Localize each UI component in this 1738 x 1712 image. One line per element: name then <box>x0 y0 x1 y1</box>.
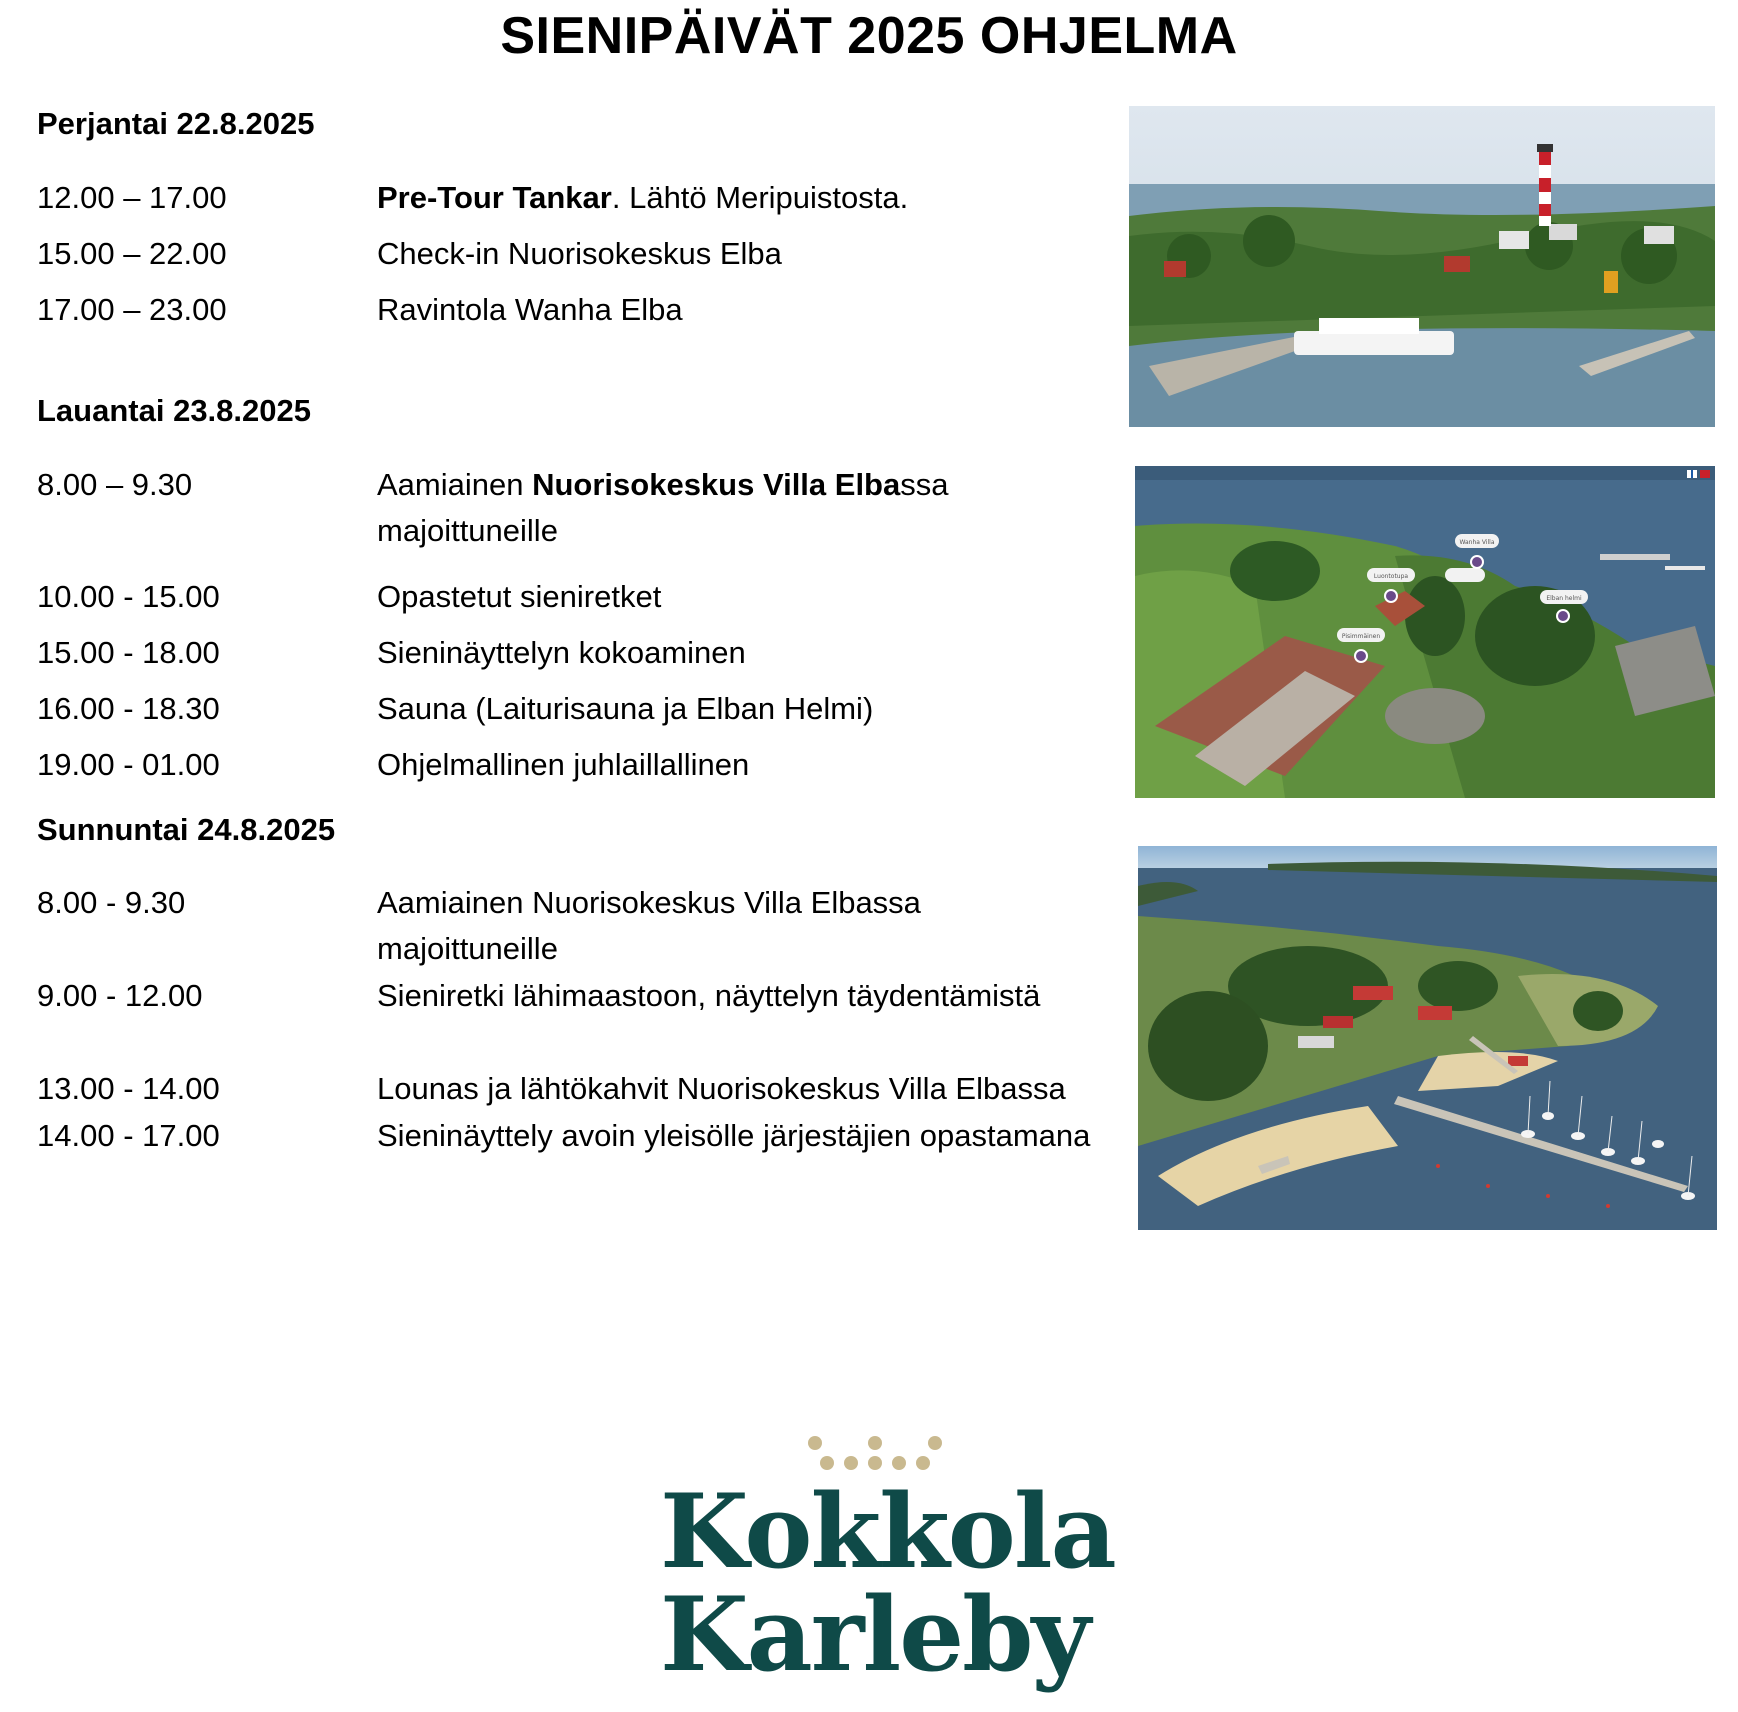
day-heading-sunday: Sunnuntai 24.8.2025 <box>37 812 336 847</box>
activity <box>377 175 1097 221</box>
time-range: 9.00 - 12.00 <box>37 978 203 1013</box>
activity-text: . Lähtö Meripuistosta. <box>611 180 909 215</box>
elba-harbour-aerial-photo <box>1138 846 1717 1230</box>
time-range: 15.00 – 22.00 <box>37 236 227 271</box>
tankar-island-photo <box>1129 106 1715 427</box>
page-title: SIENIPÄIVÄT 2025 OHJELMA <box>500 7 1238 65</box>
activity: Ravintola Wanha Elba <box>377 292 683 327</box>
activity <box>377 462 1097 554</box>
logo-line-1: Kokkola <box>660 1472 1115 1592</box>
activity: Check-in Nuorisokeskus Elba <box>377 236 782 271</box>
map-label: Luontotupa <box>1373 573 1409 580</box>
time-range: 12.00 – 17.00 <box>37 180 227 215</box>
time-range: 17.00 – 23.00 <box>37 292 227 327</box>
time-range: 16.00 - 18.30 <box>37 691 220 726</box>
activity-bold: Pre-Tour Tankar <box>377 180 612 215</box>
activity: Sieniretki lähimaastoon, näyttelyn täydentämistä <box>377 978 1041 1013</box>
logo-line-2: Karleby <box>660 1575 1089 1695</box>
map-label: Elban helmi <box>1546 595 1582 602</box>
activity-text: ssa majoittuneille <box>377 467 949 548</box>
time-range: 10.00 - 15.00 <box>37 579 220 614</box>
villa-elba-aerial-photo <box>1135 466 1715 798</box>
activity: Lounas ja lähtökahvit Nuorisokeskus Villa Elbassa <box>377 1071 1066 1106</box>
map-label: Wanha Villa <box>1459 539 1495 546</box>
activity: Aamiainen Nuorisokeskus Villa Elbassa majoittuneille <box>377 885 921 966</box>
day-heading-saturday: Lauantai 23.8.2025 <box>37 393 311 428</box>
kokkola-karleby-logo <box>660 1435 1115 1695</box>
time-range: 19.00 - 01.00 <box>37 747 220 782</box>
time-range: 13.00 - 14.00 <box>37 1071 220 1106</box>
activity: Opastetut sieniretket <box>377 579 662 614</box>
activity: Ohjelmallinen juhlaillallinen <box>377 747 750 782</box>
activity: Sieninäyttelyn kokoaminen <box>377 635 746 670</box>
day-heading-friday: Perjantai 22.8.2025 <box>37 106 315 141</box>
time-range: 15.00 - 18.00 <box>37 635 220 670</box>
time-range: 8.00 – 9.30 <box>37 467 193 502</box>
activity-bold: Nuorisokeskus Villa Elba <box>532 467 901 502</box>
activity: Sieninäyttely avoin yleisölle järjestäjien opastamana <box>377 1118 1091 1153</box>
activity-text: Aamiainen <box>377 467 533 502</box>
activity: Sauna (Laiturisauna ja Elban Helmi) <box>377 691 874 726</box>
logo-dots-icon <box>805 1435 945 1475</box>
time-range: 14.00 - 17.00 <box>37 1118 220 1153</box>
time-range: 8.00 - 9.30 <box>37 885 186 920</box>
map-label: Pisimmäinen <box>1341 633 1381 640</box>
